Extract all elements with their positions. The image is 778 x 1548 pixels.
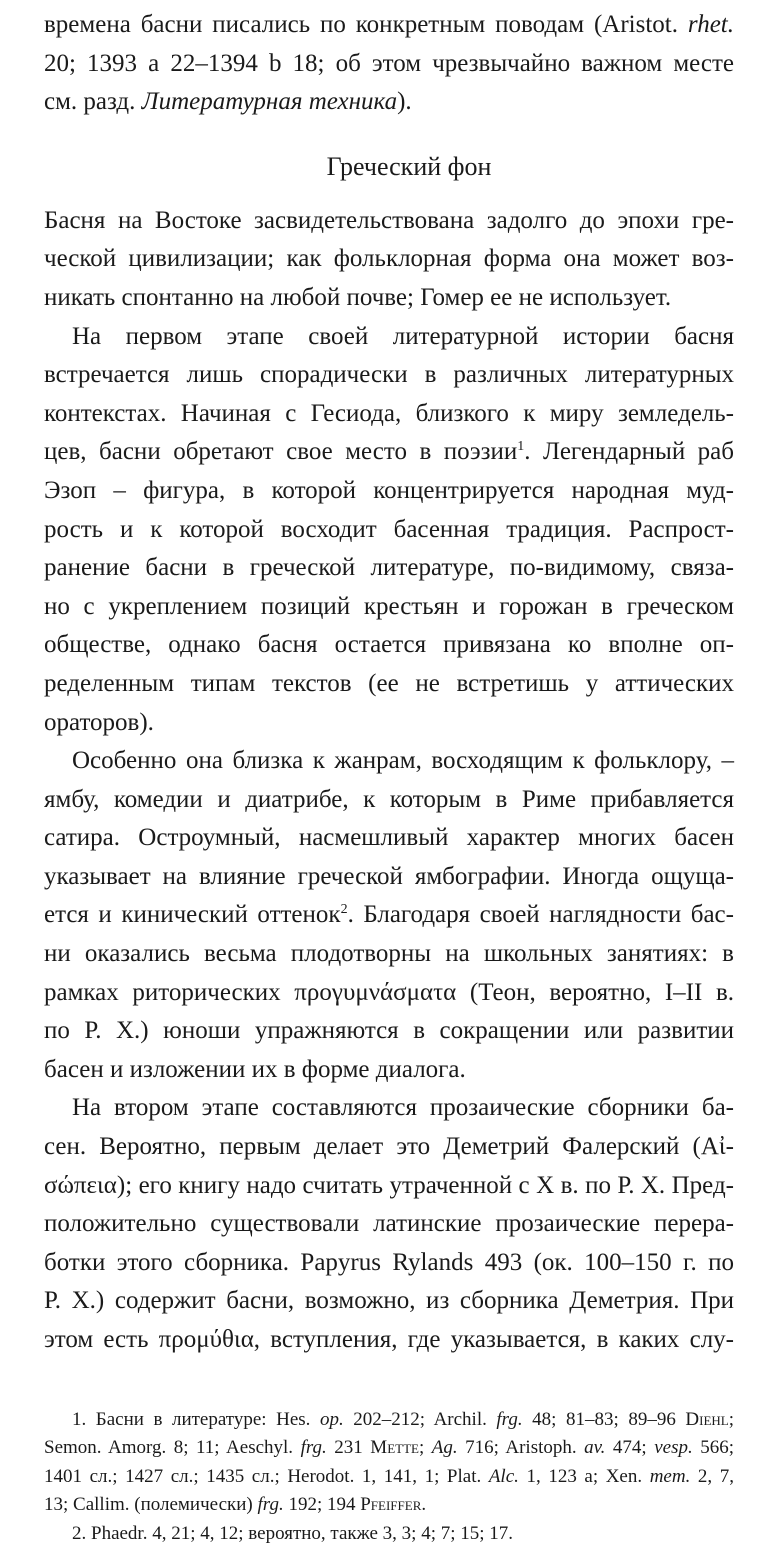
text-line: Особенно она близка к жанрам, восходящим к фольклору, – — [72, 747, 734, 775]
paragraph-4 — [44, 1089, 734, 1359]
text-line: сатира. Остроумный, насмешливый характер многих басен — [44, 824, 734, 852]
text-line: но с укреплением позиций крестьян и горожан в греческом — [44, 592, 734, 620]
text-line: ботки этого сборника. Papyrus Rylands 493 (ок. 100–150 г. по — [44, 1248, 734, 1276]
text-line: цев, басни обретают свое место в поэзии$^1$. Легендарный раб — [44, 438, 735, 466]
footnote-ref: 2 — [340, 902, 348, 918]
paragraph-2 — [44, 318, 734, 743]
text-line: времена басни писались по конкретным поводам (Aristot. rhet. — [44, 11, 734, 38]
text-line: На первом этапе своей литературной истории басня — [72, 322, 734, 350]
paragraph-continued — [44, 6, 734, 122]
text-line: ни оказались весьма плодотворны на школьных занятиях: в — [44, 940, 734, 968]
footnote-line: 13; Callim. (полемически) frg. 192; 194 Pfeiffer. — [44, 1494, 427, 1516]
footnote-line: Semon. Amorg. 8; 11; Aeschyl. frg. 231 Mette; Ag. 716; Aristoph. av. 474; vesp. 566; — [44, 1437, 735, 1459]
text-line: басен и изложении их в форме диалога. — [44, 1055, 466, 1083]
text-line: σώπεια); его книгу надо считать утраченной с X в. по Р. Х. Пред- — [44, 1171, 734, 1199]
section-heading: Греческий фон — [326, 151, 492, 181]
text-line: указывает на влияние греческой ямбографии. Иногда ощуща- — [44, 862, 734, 890]
text-line: положительно существовали латинские прозаические перера- — [44, 1210, 734, 1238]
paragraph-1 — [44, 202, 734, 318]
book-page — [44, 6, 734, 1548]
text-line: контекстах. Начиная с Гесиода, близкого к миру земледель- — [44, 399, 734, 427]
text-line: никать спонтанно на любой почве; Гомер ее не использует. — [44, 283, 672, 311]
footnote-ref: 1 — [517, 439, 525, 455]
footnote-line: 1401 сл.; 1427 сл.; 1435 сл.; Herodot. 1, 141, 1; Plat. Alc. 1, 123 a; Xen. mem. 2, 7, — [44, 1465, 734, 1487]
text-line: встречается лишь спорадически в различных литературных — [44, 361, 734, 389]
text-line: этом есть προμύθια, вступления, где указывается, в каких слу- — [44, 1326, 734, 1353]
text-line: ораторов). — [44, 708, 154, 736]
text-line: Эзоп – фигура, в которой концентрируется народная муд- — [44, 476, 734, 504]
footnotes — [44, 1406, 734, 1548]
paragraph-3 — [44, 742, 734, 1089]
text-line: На втором этапе составляются прозаические сборники ба- — [72, 1094, 734, 1122]
footnote-2: 2. Phaedr. 4, 21; 4, 12; вероятно, также 3, 3; 4; 7; 15; 17. — [72, 1522, 514, 1544]
text-line: ределенным типам текстов (ее не встретишь у аттических — [44, 669, 734, 697]
text-line: рамках риторических προγυμνάσματα (Теон, вероятно, I–II в. — [44, 978, 734, 1006]
text-line: Басня на Востоке засвидетельствована задолго до эпохи гре- — [44, 206, 734, 234]
text-line: 20; 1393 a 22–1394 b 18; об этом чрезвычайно важном месте — [44, 49, 734, 77]
text-line: ранение басни в греческой литературе, по-видимому, связа- — [44, 554, 734, 582]
text-line: по Р. Х.) юноши упражняются в сокращении или развитии — [44, 1017, 734, 1045]
text-line: обществе, однако басня остается привязана ко вполне оп- — [44, 631, 734, 659]
text-line: рость и к которой восходит басенная традиция. Распрост- — [44, 515, 734, 543]
text-line: см. разд. Литературная техника). — [44, 88, 412, 116]
text-line: ческой цивилизации; как фольклорная форма она может воз- — [44, 245, 734, 273]
footnote-1: 1. Басни в литературе: Hes. op. 202–212; Archil. frg. 48; 81–83; 89–96 Diehl; — [72, 1408, 734, 1430]
text-line: сен. Вероятно, первым делает это Деметрий Фалерский (Αἰ- — [44, 1133, 734, 1161]
text-line: Р. Х.) содержит басни, возможно, из сборника Деметрия. При — [44, 1287, 734, 1315]
text-line: ямбу, комедии и диатрибе, к которым в Риме прибавляется — [44, 785, 734, 813]
text-line: ется и кинический оттенок$^2$. Благодаря своей наглядности бас- — [44, 901, 734, 929]
